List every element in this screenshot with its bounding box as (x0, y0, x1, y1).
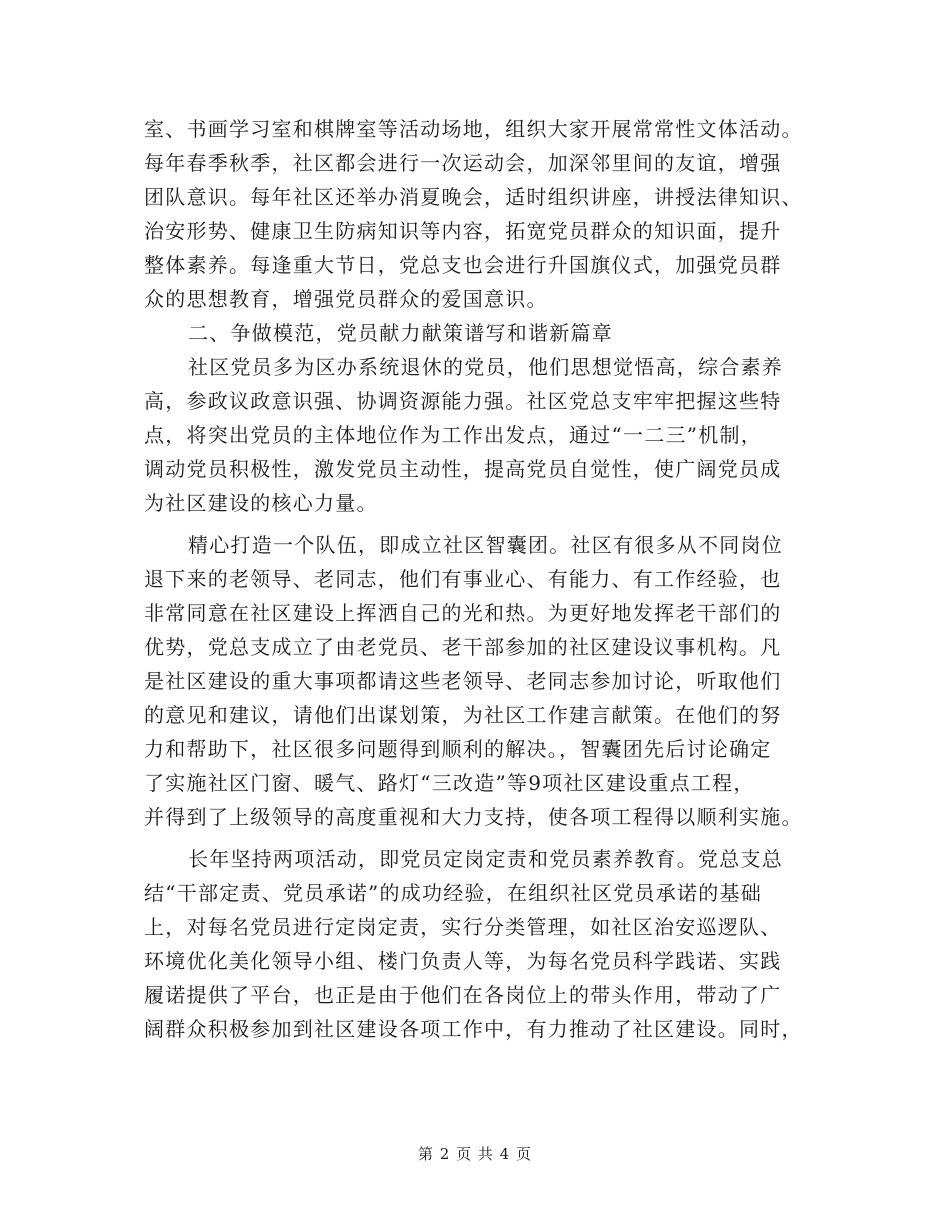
text-line: 力和帮助下，社区很多问题得到顺利的解决。，智囊团先后讨论确定 (144, 737, 772, 761)
text-line: 精心打造一个队伍，即成立社区智囊团。社区有很多从不同岗位 (188, 533, 783, 557)
text-line: 并得到了上级领导的高度重视和大力支持，使各项工程得以顺利实施。 (144, 805, 803, 829)
text-line: 为社区建设的核心力量。 (144, 491, 378, 515)
text-line: 调动党员积极性，激发党员主动性，提高党员自觉性，使广阔党员成 (144, 457, 782, 481)
text-line: 优势，党总支成立了由老党员、老干部参加的社区建设议事机构。凡 (144, 635, 782, 659)
text-line: 整体素养。每逢重大节日，党总支也会进行升国旗仪式，加强党员群 (144, 253, 782, 277)
text-line: 治安形势、健康卫生防病知识等内容，拓宽党员群众的知识面，提升 (144, 219, 782, 243)
text-line: 团队意识。每年社区还举办消夏晚会，适时组织讲座，讲授法律知识、 (144, 185, 803, 209)
text-line: 室、书画学习室和棋牌室等活动场地，组织大家开展常常性文体活动。 (144, 117, 803, 141)
text-line: 众的思想教育，增强党员群众的爱国意识。 (144, 287, 548, 311)
document-body (144, 112, 808, 1046)
text-line: 是社区建设的重大事项都请这些老领导、老同志参加讨论，听取他们 (144, 669, 782, 693)
text-line: 非常同意在社区建设上挥洒自己的光和热。为更好地发挥老干部们的 (144, 601, 782, 625)
text-line: 的意见和建议，请他们出谋划策，为社区工作建言献策。在他们的努 (144, 703, 782, 727)
text-line: 结“干部定责、党员承诺”的成功经验，在组织社区党员承诺的基础 (144, 881, 762, 905)
text-line: 上，对每名党员进行定岗定责，实行分类管理，如社区治安巡逻队、 (144, 915, 782, 939)
section-heading: 二、争做模范，党员献力献策谱写和谐新篇章 (188, 321, 613, 345)
text-line: 点，将突出党员的主体地位作为工作出发点，通过“一二三”机制， (144, 423, 762, 447)
text-line: 高，参政议政意识强、协调资源能力强。社区党总支牢牢把握这些特 (144, 389, 782, 413)
text-line: 阔群众积极参加到社区建设各项工作中，有力推动了社区建设。同时， (144, 1017, 803, 1041)
text-line: 履诺提供了平台，也正是由于他们在各岗位上的带头作用，带动了广 (144, 983, 782, 1007)
text-line: 退下来的老领导、老同志，他们有事业心、有能力、有工作经验，也 (144, 567, 782, 591)
text-line: 社区党员多为区办系统退休的党员，他们思想觉悟高，综合素养 (188, 355, 783, 379)
page-number-footer: 第 2 页 共 4 页 (418, 1145, 532, 1163)
text-line: 环境优化美化领导小组、楼门负责人等，为每名党员科学践诺、实践 (144, 949, 782, 973)
text-line: 长年坚持两项活动，即党员定岗定责和党员素养教育。党总支总 (188, 847, 783, 871)
text-line: 了实施社区门窗、暖气、路灯“三改造”等9项社区建设重点工程， (144, 771, 755, 795)
text-line: 每年春季秋季，社区都会进行一次运动会，加深邻里间的友谊，增强 (144, 151, 782, 175)
